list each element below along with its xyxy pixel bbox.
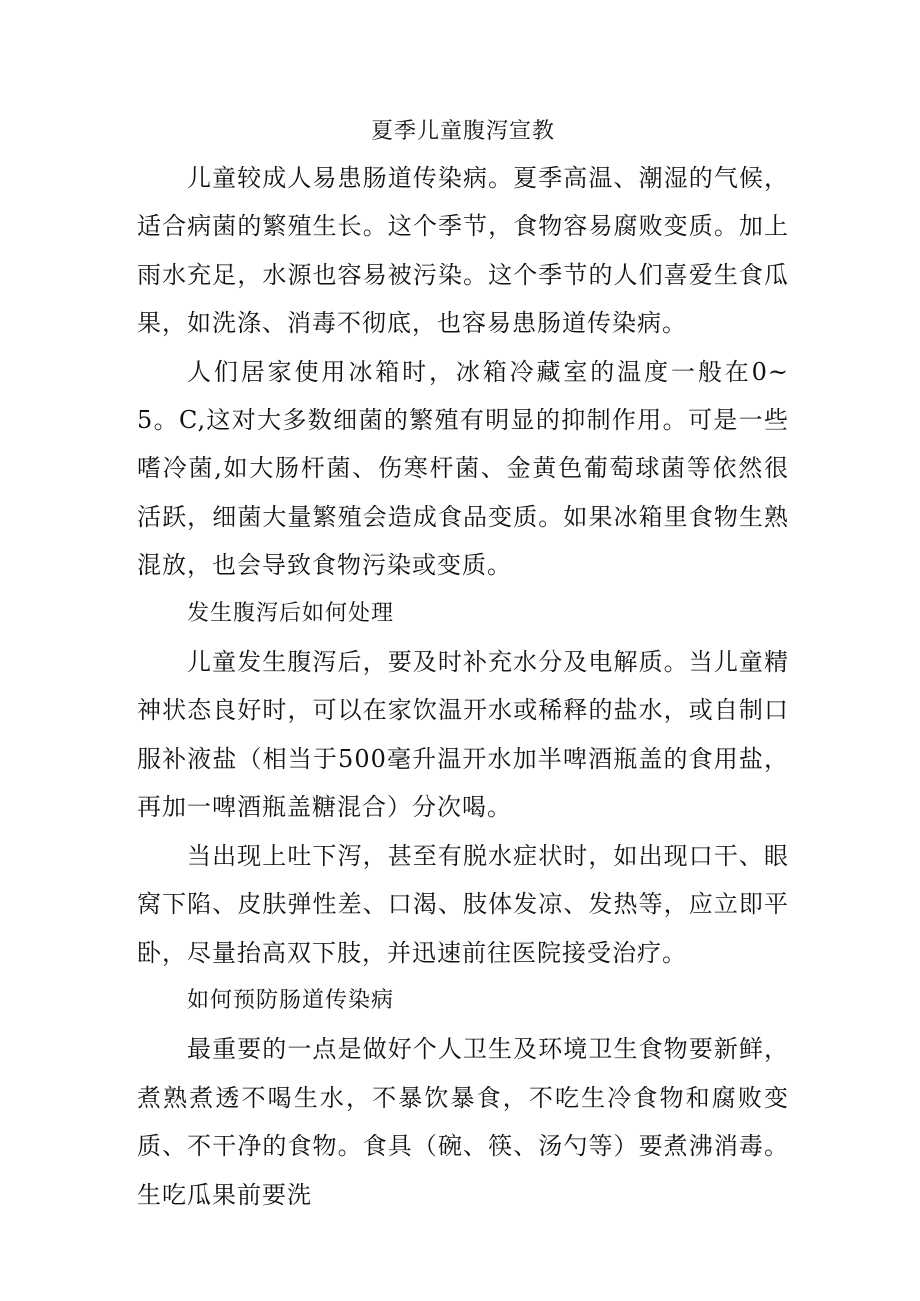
section-heading-prevention: 如何预防肠道传染病 [187, 987, 395, 1013]
paragraph-intro: 儿童较成人易患肠道传染病。夏季高温、潮湿的气候，适合病菌的繁殖生长。这个季节，食物容易腐败变质。加上雨水充足，水源也容易被污染。这个季节的人们喜爱生食瓜果，如洗涤、消毒不彻底，也容易患肠道传染病。 [137, 164, 789, 338]
paragraph-dehydration: 当出现上吐下泻，甚至有脱水症状时，如出现口干、眼窝下陷、皮肤弹性差、口渴、肢体发凉、发热等，应立即平卧，尽量抬高双下肢，并迅速前往医院接受治疗。 [137, 841, 789, 967]
paragraph-prevention: 最重要的一点是做好个人卫生及环境卫生食物要新鲜，煮熟煮透不喝生水，不暴饮暴食，不吃生冷食物和腐败变质、不干净的食物。食具（碗、筷、汤勺等）要煮沸消毒。生吃瓜果前要洗 [137, 1035, 789, 1209]
paragraph-rehydration: 儿童发生腹泻后，要及时补充水分及电解质。当儿童精神状态良好时，可以在家饮温开水或稀释的盐水，或自制口服补液盐（相当于500毫升温开水加半啤酒瓶盖的食用盐，再加一啤酒瓶盖糖混合）分次喝。 [137, 648, 789, 822]
document-title: 夏季儿童腹泻宣教 [370, 119, 555, 144]
document-page [137, 114, 789, 1219]
paragraph-refrigerator: 人们居家使用冰箱时，冰箱冷藏室的温度一般在0~5。C,这对大多数细菌的繁殖有明显的抑制作用。可是一些嗜冷菌,如大肠杆菌、伤寒杆菌、金黄色葡萄球菌等依然很活跃，细菌大量繁殖会造成食品变质。如果冰箱里食物生熟混放，也会导致食物污染或变质。 [137, 357, 789, 580]
section-heading-treatment: 发生腹泻后如何处理 [187, 600, 395, 626]
